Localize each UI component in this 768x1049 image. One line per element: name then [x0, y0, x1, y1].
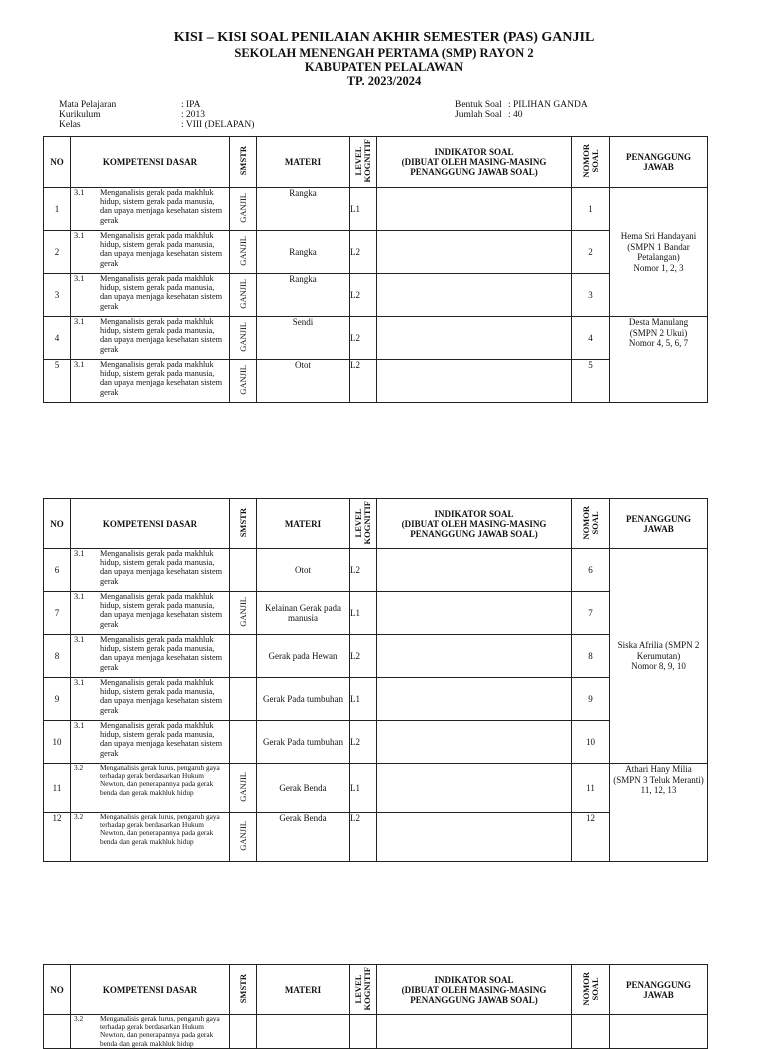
semester-cell: GANJIL: [230, 764, 257, 813]
title-line-1: KISI – KISI SOAL PENILAIAN AKHIR SEMESTER (PAS) GANJIL: [173, 30, 595, 45]
semester-cell: GANJIL: [230, 274, 257, 317]
kompetensi-cell: 3.2 Menganalisis gerak lurus, pengaruh gaya terhadap gerak berdasarkan Hukum Newton, dan penerapannya pada gerak benda dan gerak makhluk hidup: [71, 813, 230, 862]
row-no: 6: [44, 549, 71, 592]
indikator-cell: [377, 635, 572, 678]
kompetensi-cell: 3.2 Menganalisis gerak lurus, pengaruh gaya terhadap gerak berdasarkan Hukum Newton, dan penerapannya pada gerak benda dan gerak makhluk hidup: [71, 764, 230, 813]
kompetensi-cell: 3.1 Menganalisis gerak pada makhluk hidup, sistem gerak pada manusia, dan upaya menjaga kesehatan sistem gerak: [71, 592, 230, 635]
semester-cell: GANJIL: [230, 360, 257, 403]
indikator-cell: [377, 721, 572, 764]
table-row: [44, 231, 708, 274]
indikator-cell: [377, 1015, 572, 1049]
level-cell: L1: [350, 188, 377, 231]
kompetensi-cell: 3.2 Menganalisis gerak lurus, pengaruh gaya terhadap gerak berdasarkan Hukum Newton, dan penerapannya pada gerak benda dan gerak makhluk hidup: [71, 1015, 230, 1049]
materi-cell: Kelainan Gerak pada manusia: [257, 592, 350, 635]
mapel-label: Mata Pelajaran: [59, 100, 117, 110]
penanggung-jawab-cell: Hema Sri Handayani (SMPN 1 Bandar Petalangan) Nomor 1, 2, 3: [610, 188, 708, 317]
materi-cell: Gerak Pada tumbuhan: [257, 678, 350, 721]
table-row: [44, 274, 708, 317]
table-header-row: [44, 965, 708, 1015]
nomor-cell: 8: [572, 635, 610, 678]
indikator-cell: [377, 231, 572, 274]
title-line-4: TP. 2023/2024: [346, 74, 422, 88]
materi-cell: Gerak pada Hewan: [257, 635, 350, 678]
document-title: [0, 30, 768, 88]
semester-cell: GANJIL: [230, 592, 257, 635]
col-header-no: NO: [44, 965, 71, 1015]
semester-cell: [230, 1015, 257, 1049]
materi-cell: Rangka: [257, 274, 350, 317]
col-header-nomor: NOMOR SOAL: [572, 965, 610, 1015]
col-header-no: NO: [44, 137, 71, 188]
meta-left: [59, 100, 359, 130]
row-no: 2: [44, 231, 71, 274]
col-header-pj: PENANGGUNG JAWAB: [610, 965, 708, 1015]
table-row: [44, 764, 708, 813]
col-header-nomor: NOMOR SOAL: [572, 137, 610, 188]
kompetensi-cell: 3.1 Menganalisis gerak pada makhluk hidup, sistem gerak pada manusia, dan upaya menjaga kesehatan sistem gerak: [71, 360, 230, 403]
level-cell: L2: [350, 721, 377, 764]
col-header-pj: PENANGGUNG JAWAB: [610, 499, 708, 549]
bentuk-label: Bentuk Soal: [455, 100, 502, 110]
bentuk-value: : PILIHAN GANDA: [508, 100, 588, 110]
indikator-cell: [377, 360, 572, 403]
materi-cell: Otot: [257, 360, 350, 403]
table-3-clip: [0, 964, 768, 1048]
level-cell: L2: [350, 231, 377, 274]
col-header-nomor: NOMOR SOAL: [572, 499, 610, 549]
semester-cell: [230, 549, 257, 592]
table-row: [44, 317, 708, 360]
penanggung-jawab-cell: Siska Afrilia (SMPN 2 Kerumutan) Nomor 8, 9, 10: [610, 549, 708, 764]
kompetensi-cell: 3.1 Menganalisis gerak pada makhluk hidup, sistem gerak pada manusia, dan upaya menjaga kesehatan sistem gerak: [71, 678, 230, 721]
materi-cell: Gerak Benda: [257, 813, 350, 862]
semester-cell: [230, 678, 257, 721]
level-cell: L1: [350, 764, 377, 813]
nomor-cell: 7: [572, 592, 610, 635]
level-cell: L2: [350, 549, 377, 592]
mapel-value: : IPA: [181, 100, 201, 110]
row-no: 3: [44, 274, 71, 317]
kisi-table-1: [43, 136, 708, 403]
indikator-cell: [377, 274, 572, 317]
level-cell: L2: [350, 635, 377, 678]
kurikulum-label: Kurikulum: [59, 110, 101, 120]
semester-cell: GANJIL: [230, 813, 257, 862]
indikator-cell: [377, 592, 572, 635]
materi-cell: Rangka: [257, 231, 350, 274]
indikator-cell: [377, 764, 572, 813]
kisi-table-2: [43, 498, 708, 862]
level-cell: L2: [350, 360, 377, 403]
col-header-level: LEVEL KOGNITIF: [350, 499, 377, 549]
level-cell: [350, 1015, 377, 1049]
table-header-row: [44, 499, 708, 549]
table-row: [44, 813, 708, 862]
row-no: 9: [44, 678, 71, 721]
level-cell: L2: [350, 274, 377, 317]
kisi-table-3: [43, 964, 708, 1049]
semester-cell: GANJIL: [230, 231, 257, 274]
col-header-materi: MATERI: [257, 137, 350, 188]
row-no: 11: [44, 764, 71, 813]
materi-cell: Sendi: [257, 317, 350, 360]
col-header-no: NO: [44, 499, 71, 549]
table-row: [44, 1015, 708, 1049]
indikator-cell: [377, 813, 572, 862]
col-header-indikator: INDIKATOR SOAL (DIBUAT OLEH MASING-MASING PENANGGUNG JAWAB SOAL): [377, 965, 572, 1015]
kompetensi-cell: 3.1 Menganalisis gerak pada makhluk hidup, sistem gerak pada manusia, dan upaya menjaga kesehatan sistem gerak: [71, 188, 230, 231]
col-header-materi: MATERI: [257, 499, 350, 549]
level-cell: L2: [350, 317, 377, 360]
penanggung-jawab-cell: [610, 1015, 708, 1049]
materi-cell: Rangka: [257, 188, 350, 231]
penanggung-jawab-cell: Desta Manulang (SMPN 2 Ukui) Nomor 4, 5, 6, 7: [610, 317, 708, 403]
indikator-cell: [377, 317, 572, 360]
table-row: [44, 721, 708, 764]
kompetensi-cell: 3.1 Menganalisis gerak pada makhluk hidup, sistem gerak pada manusia, dan upaya menjaga kesehatan sistem gerak: [71, 635, 230, 678]
col-header-level: LEVEL KOGNITIF: [350, 137, 377, 188]
col-header-pj: PENANGGUNG JAWAB: [610, 137, 708, 188]
indikator-cell: [377, 678, 572, 721]
col-header-smstr: SMSTR: [230, 965, 257, 1015]
materi-cell: Gerak Benda: [257, 764, 350, 813]
kompetensi-cell: 3.1 Menganalisis gerak pada makhluk hidup, sistem gerak pada manusia, dan upaya menjaga kesehatan sistem gerak: [71, 721, 230, 764]
semester-cell: [230, 721, 257, 764]
nomor-cell: 5: [572, 360, 610, 403]
col-header-smstr: SMSTR: [230, 499, 257, 549]
kelas-label: Kelas: [59, 120, 81, 130]
nomor-cell: [572, 1015, 610, 1049]
materi-cell: [257, 1015, 350, 1049]
semester-cell: GANJIL: [230, 317, 257, 360]
col-header-kompetensi: KOMPETENSI DASAR: [71, 499, 230, 549]
level-cell: L1: [350, 592, 377, 635]
kompetensi-cell: 3.1 Menganalisis gerak pada makhluk hidup, sistem gerak pada manusia, dan upaya menjaga kesehatan sistem gerak: [71, 317, 230, 360]
col-header-indikator: INDIKATOR SOAL (DIBUAT OLEH MASING-MASING PENANGGUNG JAWAB SOAL): [377, 137, 572, 188]
row-no: 1: [44, 188, 71, 231]
row-no: 12: [44, 813, 71, 862]
row-no: 7: [44, 592, 71, 635]
kompetensi-cell: 3.1 Menganalisis gerak pada makhluk hidup, sistem gerak pada manusia, dan upaya menjaga kesehatan sistem gerak: [71, 274, 230, 317]
penanggung-jawab-cell: Athari Hany Milia (SMPN 3 Teluk Meranti) 11, 12, 13: [610, 764, 708, 862]
kompetensi-cell: 3.1 Menganalisis gerak pada makhluk hidup, sistem gerak pada manusia, dan upaya menjaga kesehatan sistem gerak: [71, 231, 230, 274]
kompetensi-cell: 3.1 Menganalisis gerak pada makhluk hidup, sistem gerak pada manusia, dan upaya menjaga kesehatan sistem gerak: [71, 549, 230, 592]
indikator-cell: [377, 549, 572, 592]
semester-cell: [230, 635, 257, 678]
meta-right: [455, 100, 705, 120]
row-no: 8: [44, 635, 71, 678]
materi-cell: Otot: [257, 549, 350, 592]
col-header-kompetensi: KOMPETENSI DASAR: [71, 137, 230, 188]
nomor-cell: 9: [572, 678, 610, 721]
nomor-cell: 10: [572, 721, 610, 764]
title-line-2: SEKOLAH MENENGAH PERTAMA (SMP) RAYON 2: [234, 46, 534, 60]
kelas-value: : VIII (DELAPAN): [181, 120, 255, 130]
table-row: [44, 592, 708, 635]
title-line-3: KABUPATEN PELALAWAN: [304, 60, 464, 74]
nomor-cell: 11: [572, 764, 610, 813]
kurikulum-value: : 2013: [181, 110, 206, 120]
indikator-cell: [377, 188, 572, 231]
table-row: [44, 360, 708, 403]
nomor-cell: 2: [572, 231, 610, 274]
table-row: [44, 188, 708, 231]
col-header-indikator: INDIKATOR SOAL (DIBUAT OLEH MASING-MASING PENANGGUNG JAWAB SOAL): [377, 499, 572, 549]
row-no: 5: [44, 360, 71, 403]
table-row: [44, 678, 708, 721]
row-no: 4: [44, 317, 71, 360]
jumlah-value: : 40: [508, 110, 523, 120]
table-row: [44, 549, 708, 592]
nomor-cell: 6: [572, 549, 610, 592]
jumlah-label: Jumlah Soal: [455, 110, 502, 120]
col-header-smstr: SMSTR: [230, 137, 257, 188]
nomor-cell: 4: [572, 317, 610, 360]
level-cell: L1: [350, 678, 377, 721]
col-header-materi: MATERI: [257, 965, 350, 1015]
nomor-cell: 3: [572, 274, 610, 317]
nomor-cell: 1: [572, 188, 610, 231]
col-header-kompetensi: KOMPETENSI DASAR: [71, 965, 230, 1015]
table-header-row: [44, 137, 708, 188]
row-no: [44, 1015, 71, 1049]
col-header-level: LEVEL KOGNITIF: [350, 965, 377, 1015]
level-cell: L2: [350, 813, 377, 862]
table-row: [44, 635, 708, 678]
materi-cell: Gerak Pada tumbuhan: [257, 721, 350, 764]
semester-cell: GANJIL: [230, 188, 257, 231]
row-no: 10: [44, 721, 71, 764]
nomor-cell: 12: [572, 813, 610, 862]
